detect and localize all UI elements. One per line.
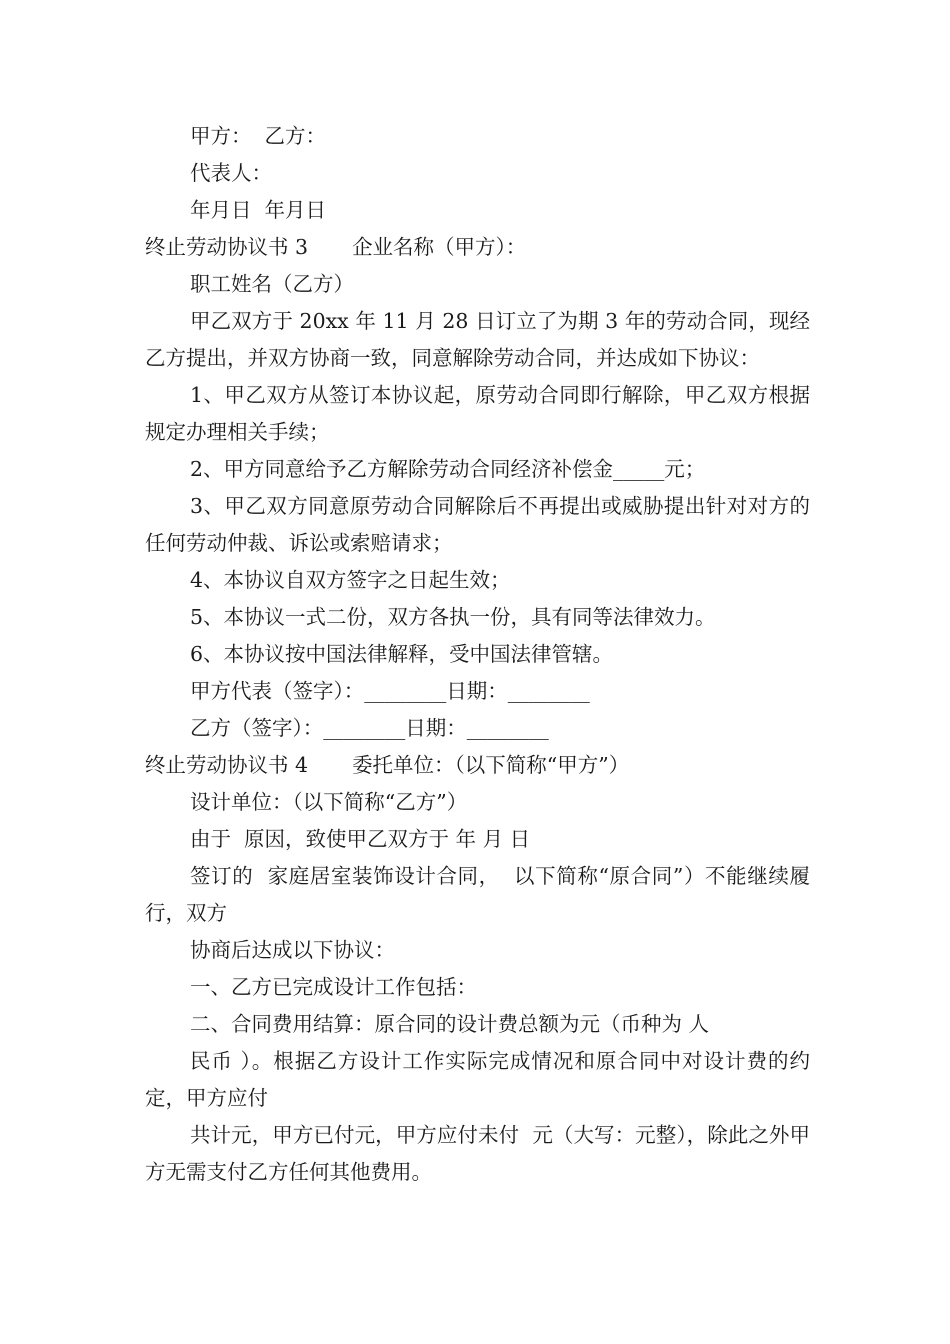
- reason-line: 由于 原因，致使甲乙双方于 年 月 日: [190, 827, 531, 851]
- agreement-3-title: 终止劳动协议书 3: [145, 235, 309, 259]
- clause-3: 3、甲乙双方同意原劳动合同解除后不再提出或威胁提出针对对方的任何劳动仲裁、诉讼或索赔请求；: [145, 494, 810, 555]
- item-one-completed-work: 一、乙方已完成设计工作包括：: [190, 975, 477, 999]
- contract-intro-paragraph: 甲乙双方于 20xx 年 11 月 28 日订立了为期 3 年的劳动合同，现经乙方提出，并双方协商一致，同意解除劳动合同，并达成如下协议：: [145, 309, 810, 370]
- client-unit-label: 委托单位：（以下简称“甲方”）: [352, 753, 630, 777]
- item-two-fee-settlement: 二、合同费用结算：原合同的设计费总额为元（币种为 人: [190, 1012, 710, 1036]
- employee-name-label: 职工姓名（乙方）: [190, 272, 354, 296]
- party-b-signature-line: 乙方（签字）：________日期：________: [190, 716, 549, 740]
- payment-totals-paragraph: 共计元，甲方已付元，甲方应付未付 元（大写：元整），除此之外甲方无需支付乙方任何其他费用。: [145, 1123, 810, 1184]
- clause-5: 5、本协议一式二份，双方各执一份，具有同等法律效力。: [190, 605, 716, 629]
- fee-settlement-continued: 民币 ）。根据乙方设计工作实际完成情况和原合同中对设计费的约定，甲方应付: [145, 1049, 810, 1110]
- design-unit-label: 设计单位：（以下简称“乙方”）: [190, 790, 468, 814]
- agreement-4-title: 终止劳动协议书 4: [145, 753, 309, 777]
- signature-parties-line: 甲方： 乙方：: [190, 124, 327, 148]
- negotiation-line: 协商后达成以下协议：: [190, 938, 395, 962]
- original-contract-paragraph: 签订的 家庭居室装饰设计合同， 以下简称“原合同”）不能继续履行，双方: [145, 864, 810, 925]
- date-line: 年月日 年月日: [190, 198, 327, 222]
- clause-6: 6、本协议按中国法律解释，受中国法律管辖。: [190, 642, 614, 666]
- document-page: [145, 118, 810, 1191]
- agreement-3-heading: [145, 229, 810, 266]
- clause-1: 1、甲乙双方从签订本协议起，原劳动合同即行解除，甲乙双方根据规定办理相关手续；: [145, 383, 810, 444]
- party-a-signature-line: 甲方代表（签字）：________日期：________: [190, 679, 590, 703]
- clause-2: 2、甲方同意给予乙方解除劳动合同经济补偿金_____元；: [190, 457, 706, 481]
- agreement-4-heading: [145, 747, 810, 784]
- company-name-label: 企业名称（甲方）：: [352, 235, 527, 259]
- representative-line: 代表人：: [190, 161, 272, 185]
- clause-4: 4、本协议自双方签字之日起生效；: [190, 568, 511, 592]
